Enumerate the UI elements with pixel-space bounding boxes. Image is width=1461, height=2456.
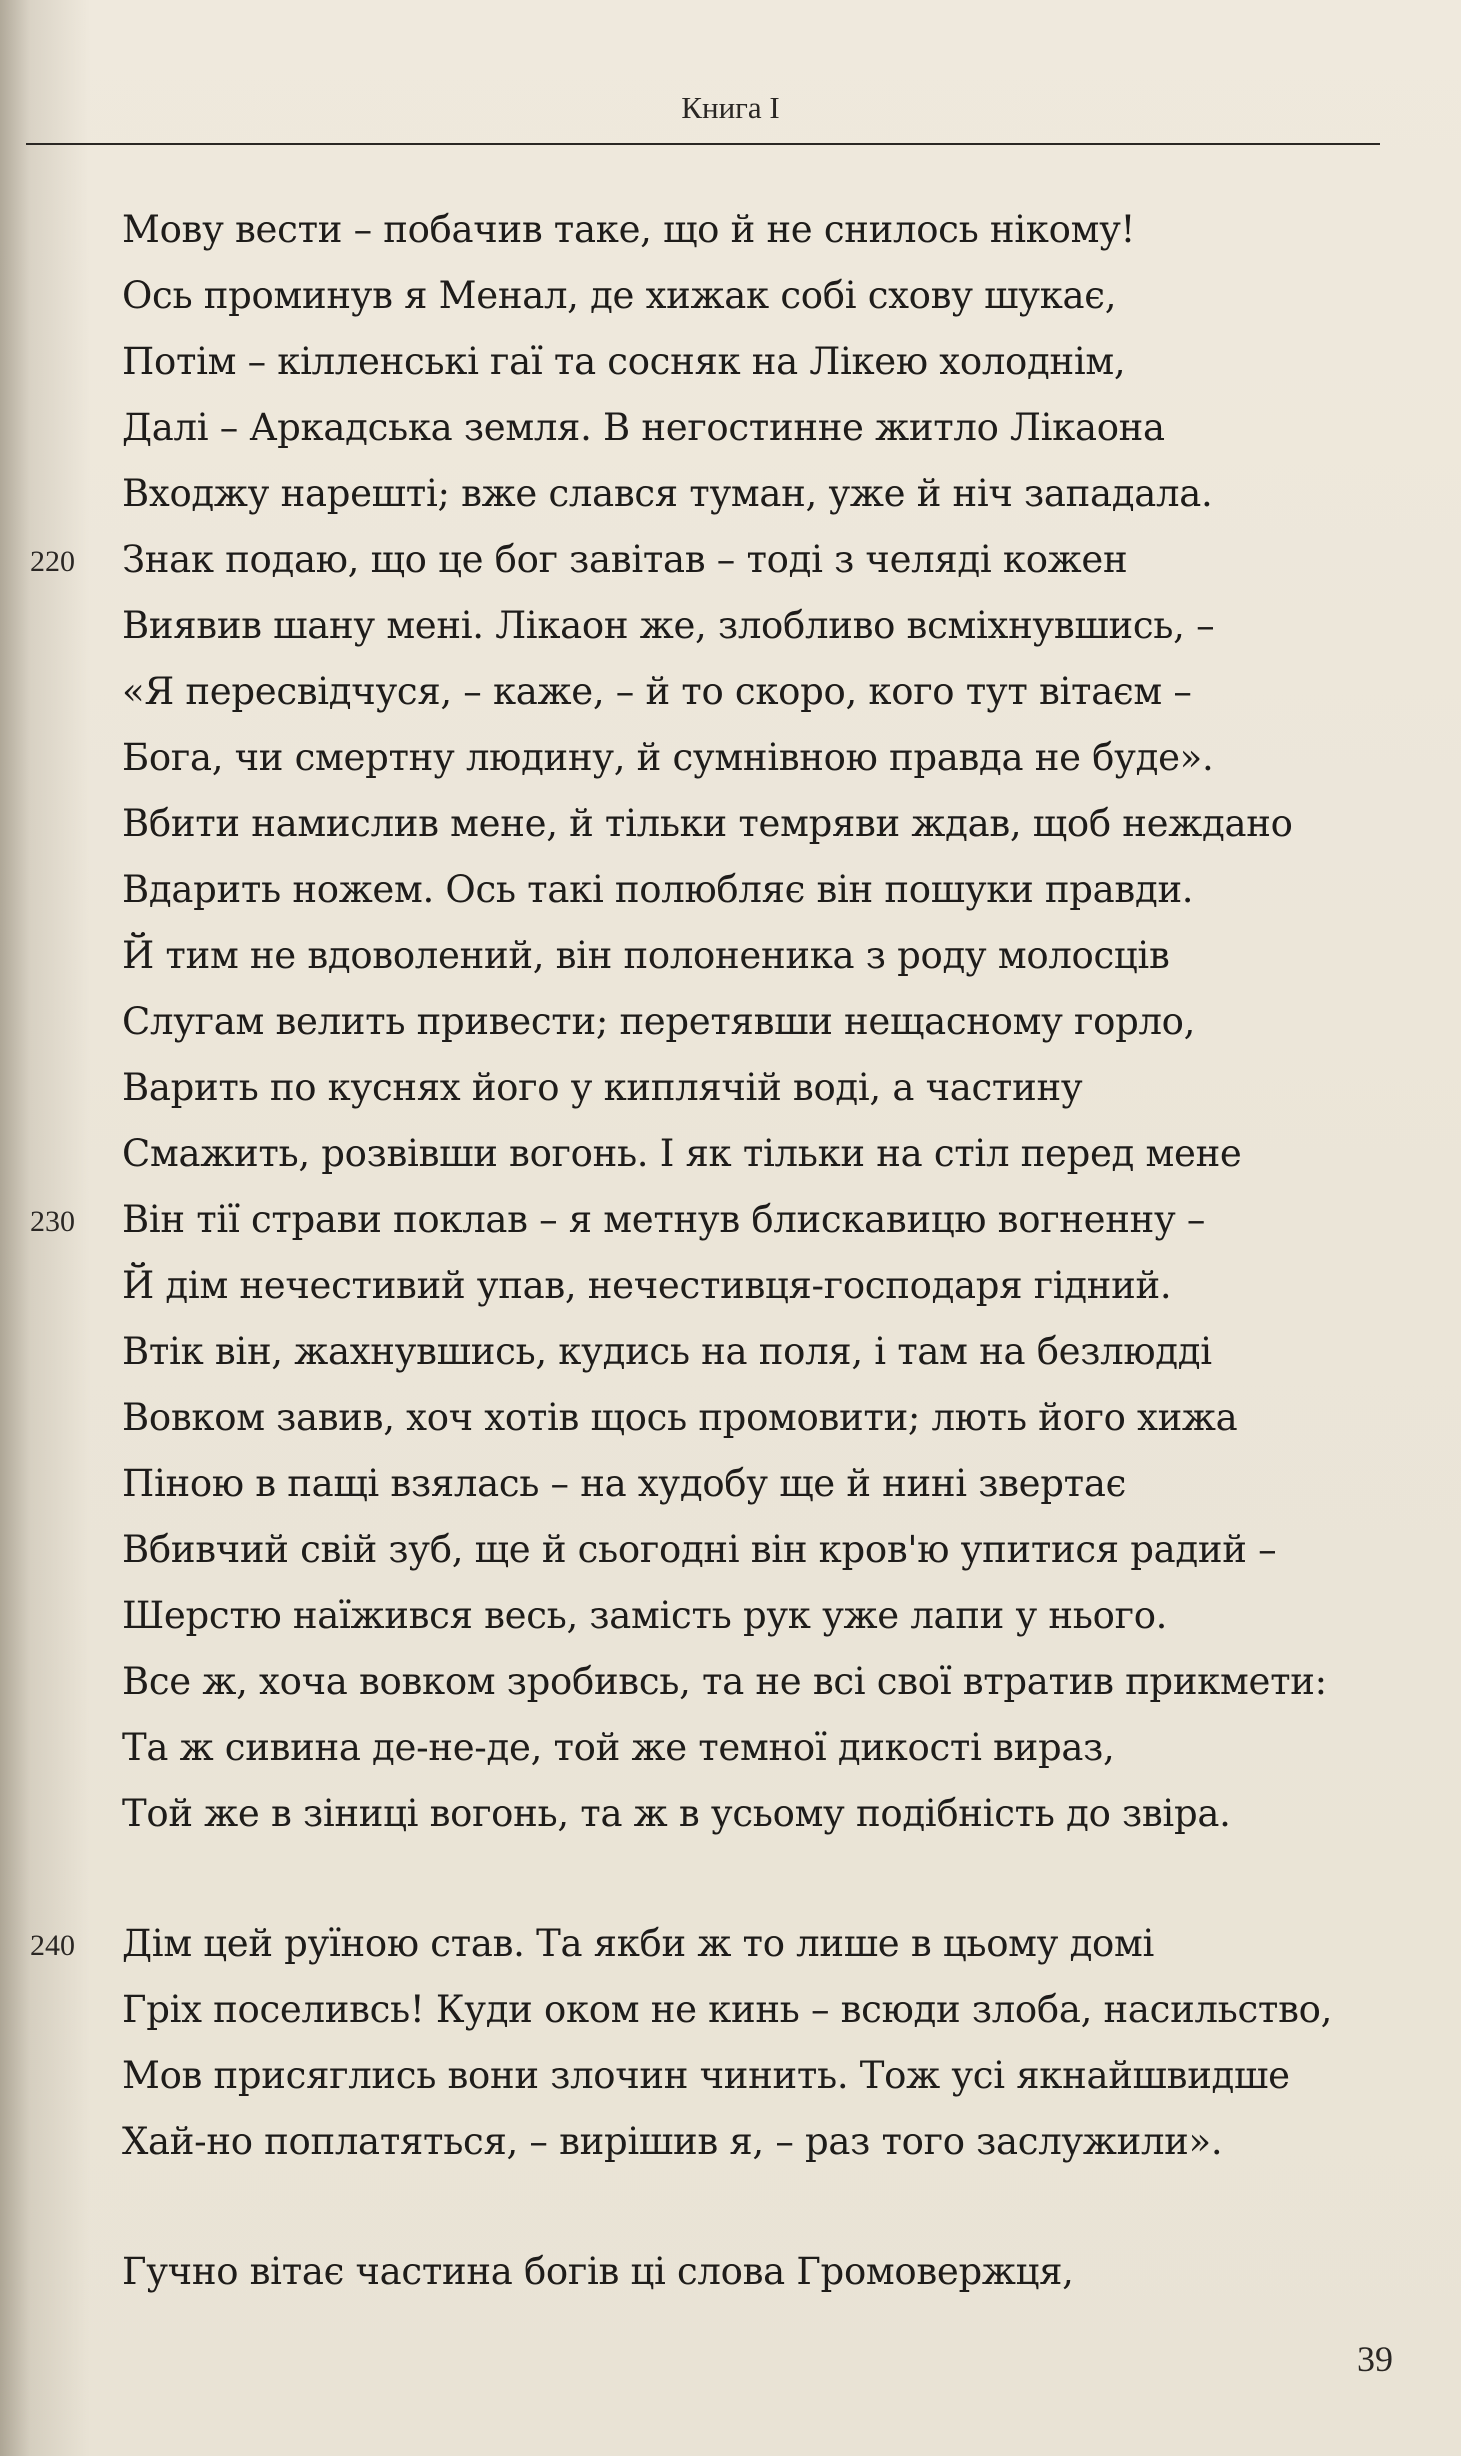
verse-line: Ось проминув я Менал, де хижак собі схову шукає, [122,274,1117,317]
verse-line: Мову вести – побачив таке, що й не снилось нікому! [122,208,1136,251]
verse-line: Шерстю наїжився весь, замість рук уже лапи у нього. [122,1594,1168,1637]
verse-line: Вовком завив, хоч хотів щось промовити; лють його хижа [122,1396,1238,1439]
verse-line: Далі – Аркадська земля. В негостинне житло Лікаона [122,406,1165,449]
verse-line: Варить по куснях його у киплячій воді, а частину [122,1066,1083,1109]
verse-line: Знак подаю, що це бог завітав – тоді з челяді кожен [122,538,1128,581]
header-rule [26,143,1380,145]
verse-line: Слугам велить привести; перетявши нещасному горло, [122,1000,1196,1043]
verse-line: Й тим не вдоволений, він полоненика з роду молосців [122,934,1170,977]
verse-line: Дім цей руїною став. Та якби ж то лише в цьому домі [122,1922,1155,1965]
verse-line: Бога, чи смертну людину, й сумнівною правда не буде». [122,736,1214,779]
page-number: 39 [1357,2339,1393,2379]
verse-line: Входжу нарешті; вже слався туман, уже й ніч западала. [122,472,1213,515]
verse-line: Вбивчий свій зуб, ще й сьогодні він кров'ю упитися радий – [122,1528,1277,1571]
verse-line: Смажить, розвівши вогонь. І як тільки на стіл перед мене [122,1132,1242,1175]
verse-line: Гучно вітає частина богів ці слова Громовержця, [122,2250,1074,2293]
verse-line: Все ж, хоча вовком зробивсь, та не всі свої втратив прикмети: [122,1660,1327,1703]
verse-line: Гріх поселивсь! Куди оком не кинь – всюди злоба, насильство, [122,1988,1333,2031]
line-number: 240 [30,1929,75,1962]
verse-line: Та ж сивина де-не-де, той же темної дикості вираз, [122,1726,1115,1769]
line-number: 220 [30,545,75,578]
verse-line: Потім – кілленські гаї та сосняк на Лікею холоднім, [122,340,1126,383]
verse-line: Піною в пащі взялась – на худобу ще й нині звертає [122,1462,1127,1505]
verse-line: Хай-но поплатяться, – вирішив я, – раз того заслужили». [122,2120,1223,2163]
verse-line: Він тії страви поклав – я метнув блискавицю вогненну – [122,1198,1206,1241]
verse-line: Вбити намислив мене, й тільки темряви ждав, щоб неждано [122,802,1293,845]
line-number: 230 [30,1205,75,1238]
verse-line: Вдарить ножем. Ось такі полюбляє він пошуки правди. [122,868,1194,911]
verse-line: «Я пересвідчуся, – каже, – й то скоро, кого тут вітаєм – [122,670,1192,713]
verse-line: Мов присяглись вони злочин чинить. Тож усі якнайшвидше [122,2054,1290,2097]
verse-line: Втік він, жахнувшись, кудись на поля, і там на безлюдді [122,1330,1212,1373]
verse-line: Той же в зіниці вогонь, та ж в усьому подібність до звіра. [122,1792,1231,1835]
verse-line: Виявив шану мені. Лікаон же, злобливо всміхнувшись, – [122,604,1215,647]
running-head-title: Книга І [681,90,780,125]
verse-line: Й дім нечестивий упав, нечестивця-господаря гідний. [122,1264,1172,1307]
